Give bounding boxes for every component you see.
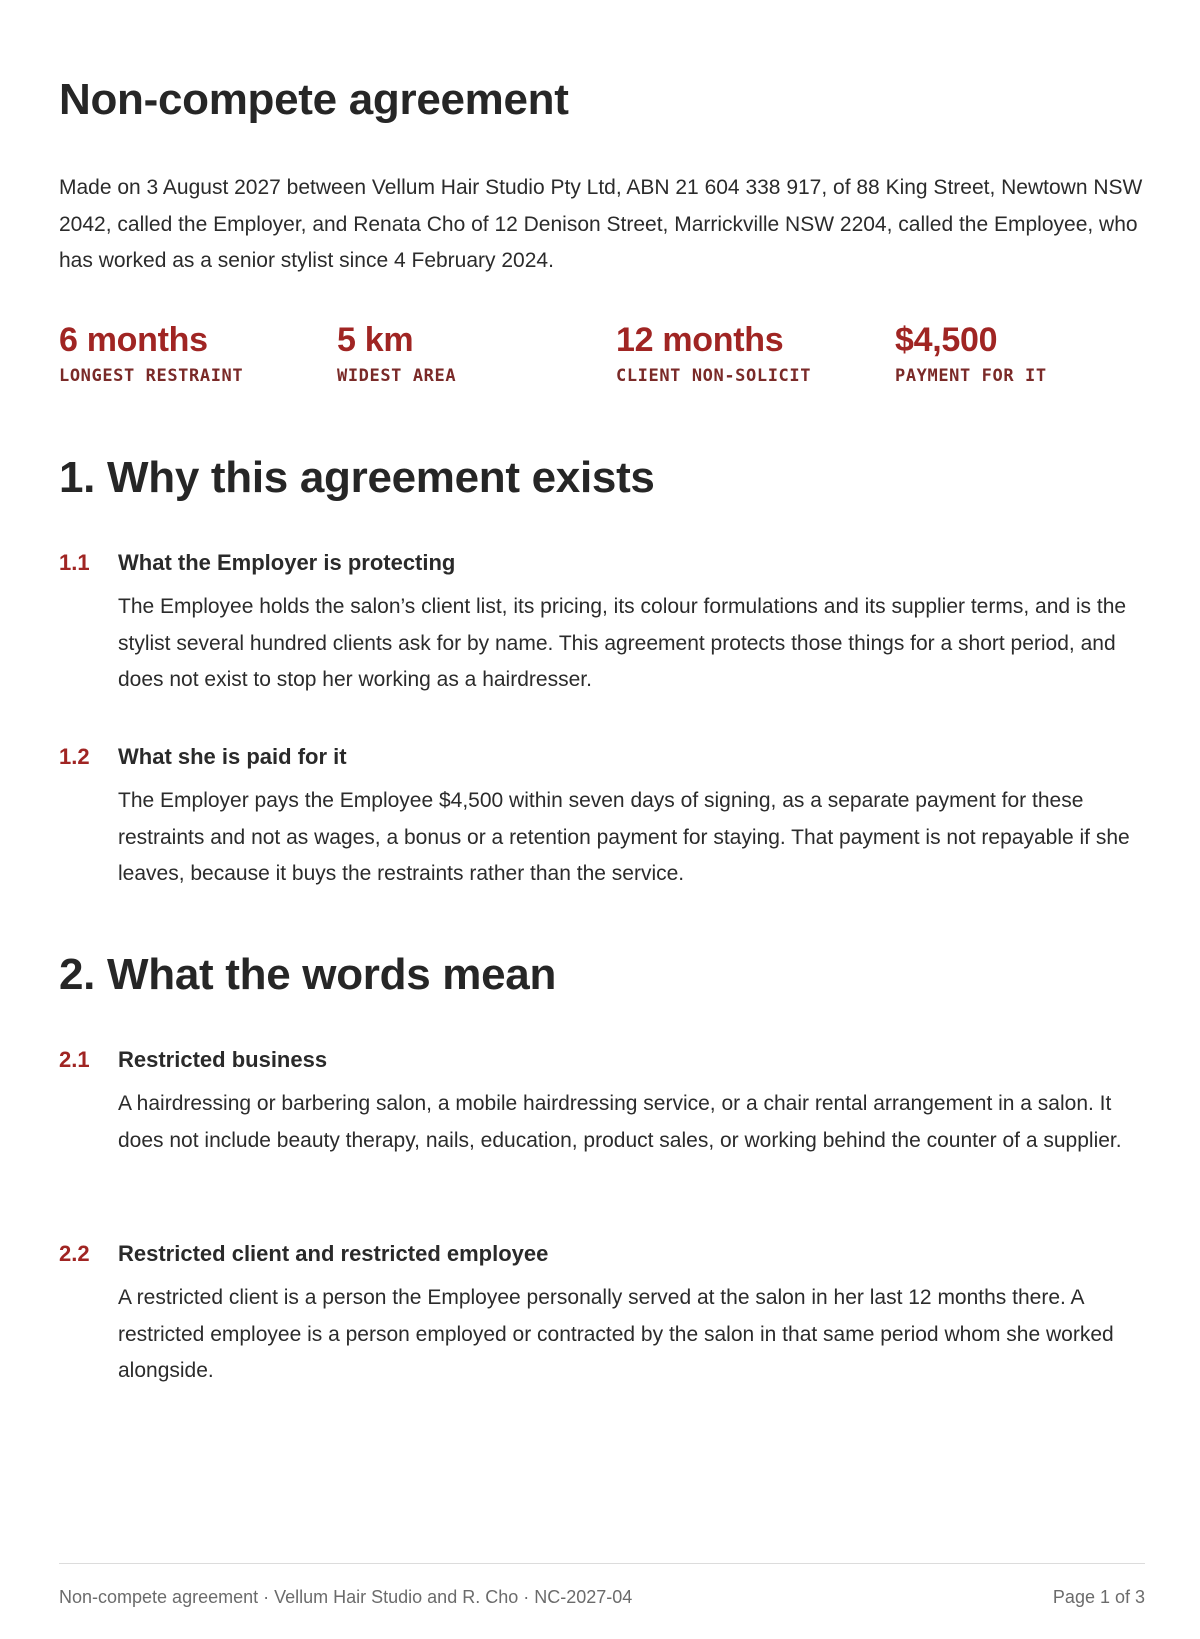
stat-label: PAYMENT FOR IT — [895, 366, 1047, 386]
footer-page-number: Page 1 of 3 — [1052, 1587, 1145, 1607]
key-terms-summary — [59, 319, 1145, 399]
footer-divider — [59, 1563, 1145, 1564]
section-heading: 2. What the words mean — [59, 950, 557, 999]
section-heading: 1. Why this agreement exists — [59, 453, 655, 502]
clause-number: 2.2 — [59, 1241, 90, 1266]
clause-number: 1.2 — [59, 744, 90, 769]
document-title: Non-compete agreement — [59, 75, 569, 124]
stat-label: LONGEST RESTRAINT — [59, 366, 244, 386]
clause-body: The Employee holds the salon’s client list, its pricing, its colour formulations and its supplier terms, and is the stylist several hundred clients ask for by name. This agreement protects those things for a short period, and does not exist to stop her working as a hairdresser. — [118, 595, 1127, 691]
footer-document-reference: Non-compete agreement · Vellum Hair Studio and R. Cho · NC-2027-04 — [59, 1587, 633, 1607]
stat-longest-restraint — [59, 319, 243, 387]
clause-body: A hairdressing or barbering salon, a mobile hairdressing service, or a chair rental arrangement in a salon. It does not include beauty therapy, nails, education, product sales, or working behind the counter of a supplier. — [118, 1092, 1122, 1152]
clause-title: What the Employer is protecting — [118, 550, 456, 575]
clause-title: Restricted business — [118, 1047, 328, 1072]
clause-number: 2.1 — [59, 1047, 90, 1072]
stat-value: $4,500 — [895, 321, 998, 359]
clause-title: Restricted client and restricted employee — [118, 1241, 549, 1266]
stat-label: CLIENT NON-SOLICIT — [616, 366, 812, 386]
clause-body: A restricted client is a person the Employee personally served at the salon in her last 12 months there. A restricted employee is a person employed or contracted by the salon in that same period whom she worked alongside. — [118, 1286, 1114, 1382]
clause-number: 1.1 — [59, 550, 90, 575]
stat-label: WIDEST AREA — [337, 366, 457, 386]
stat-payment — [895, 319, 1047, 387]
stat-value: 12 months — [616, 321, 784, 359]
stat-client-non-solicit — [616, 319, 811, 387]
intro-paragraph: Made on 3 August 2027 between Vellum Hair Studio Pty Ltd, ABN 21 604 338 917, of 88 King Street, Newtown NSW 2042, called the Employer, and Renata Cho of 12 Denison Street, Marrickville NSW 2204, called the Employee, who has worked as a senior stylist since 4 February 2024. — [59, 176, 1143, 272]
clause-body: The Employer pays the Employee $4,500 within seven days of signing, as a separate payment for these restraints and not as wages, a bonus or a retention payment for staying. That payment is not repayable if she leaves, because it buys the restraints rather than the service. — [118, 789, 1130, 885]
stat-widest-area — [337, 319, 456, 387]
stat-value: 6 months — [59, 321, 208, 359]
stat-value: 5 km — [337, 321, 414, 359]
clause-title: What she is paid for it — [118, 744, 347, 769]
